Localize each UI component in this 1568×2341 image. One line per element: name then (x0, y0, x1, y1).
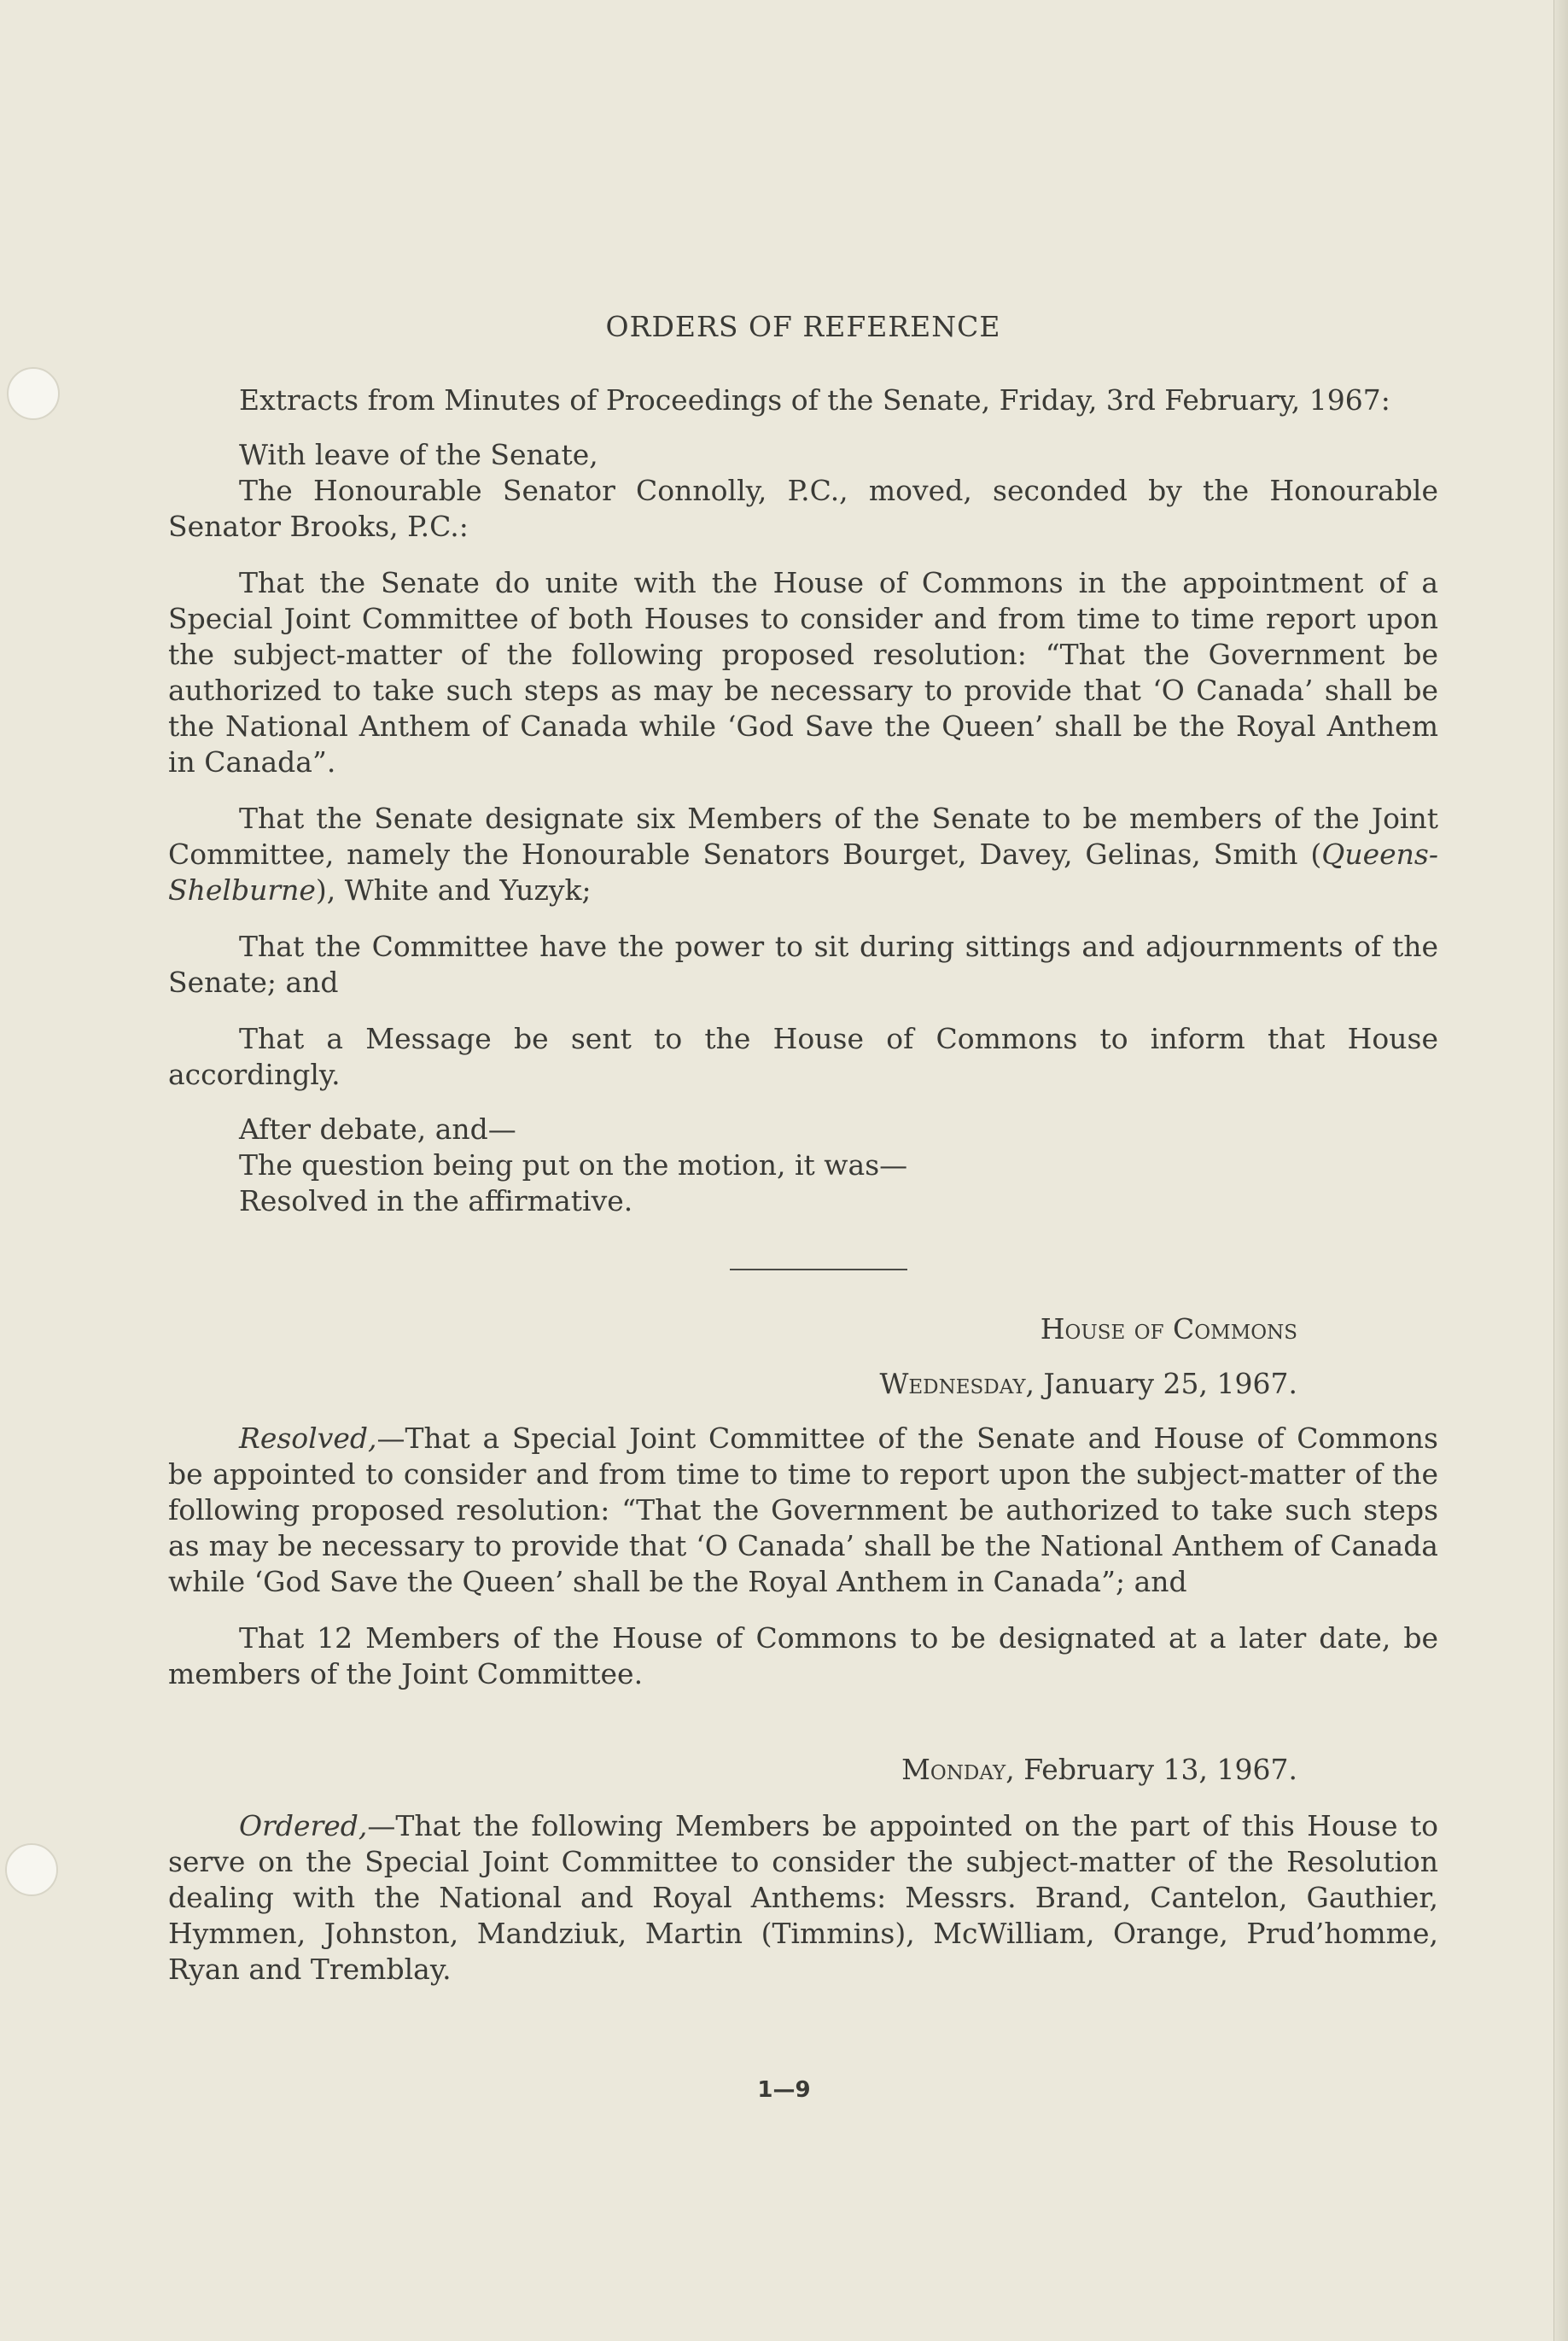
senate-paragraph-2-italic: Queens-Shelburne (168, 838, 1438, 907)
commons-resolved-text: —That a Special Joint Committee of the Senate and House of Commons be appointed to consider and from time to time to report upon the subject-matter of the following proposed resolution: “That the Government be authorized to take such steps as may be necessary to provide that ‘O Canada’ shall be the National Anthem of Canada while ‘God Save the Queen’ shall be the Royal Anthem in Canada”; and (168, 1422, 1438, 1598)
senate-paragraph-1: That the Senate do unite with the House of Commons in the appointment of a Special Joint Committee of both Houses to consider and from time to time report upon the subject-matter of the following proposed resolution: “That the Government be authorized to take such steps as may be necessary to provide that ‘O Canada’ shall be the National Anthem of Canada while ‘God Save the Queen’ shall be the Royal Anthem in Canada”. (168, 566, 1438, 779)
senate-paragraph-3: That the Committee have the power to sit during sittings and adjournments of the Senate; and (168, 930, 1438, 999)
punch-hole-top (7, 367, 60, 420)
senate-resolved: Resolved in the affirmative. (239, 1184, 633, 1217)
senate-question: The question being put on the motion, it was— (239, 1148, 908, 1182)
senate-motion: The Honourable Senator Connolly, P.C., moved, seconded by the Honourable Senator Brooks, P.C.: (168, 474, 1438, 543)
commons-heading: House of Commons (1040, 1312, 1297, 1346)
senate-paragraph-2-start: That the Senate designate six Members of the Senate to be members of the Joint Committee, namely the Honourable Senators Bourget, Davey, Gelinas, Smith ( (168, 802, 1438, 871)
page-edge (1553, 0, 1568, 2341)
commons-resolution (168, 1421, 1438, 1600)
commons-date-2 (168, 1752, 1438, 1788)
page-title: ORDERS OF REFERENCE (605, 310, 1001, 343)
senate-paragraph-4: That a Message be sent to the House of Commons to inform that House accordingly. (168, 1022, 1438, 1091)
commons-date-1-day: Wednesday, (879, 1367, 1035, 1400)
senate-leave: With leave of the Senate, (239, 438, 598, 471)
commons-date-2-rest: February 13, 1967. (1014, 1753, 1297, 1786)
commons-date-2-day: Monday, (901, 1753, 1015, 1786)
senate-intro: Extracts from Minutes of Proceedings of the Senate, Friday, 3rd February, 1967: (239, 383, 1390, 417)
commons-ordered-text: —That the following Members be appointed on the part of this House to serve on the Special Joint Committee to consider the subject-matter of the Resolution dealing with the National and Royal Anthems: Messrs. Brand, Cantelon, Gauthier, Hymmen, Johnston, Mandziuk, Martin (Timmins), McWilliam, Orange, Prud’homme, Ryan and Tremblay. (168, 1809, 1438, 1986)
commons-ordered-label: Ordered, (239, 1809, 368, 1842)
senate-debate: After debate, and— (239, 1112, 516, 1146)
commons-resolved-label: Resolved, (239, 1422, 377, 1455)
commons-members: That 12 Members of the House of Commons to be designated at a later date, be members of the Joint Committee. (168, 1621, 1438, 1690)
commons-order (168, 1808, 1438, 1988)
page-number: 1—9 (757, 2077, 811, 2103)
senate-paragraph-2 (168, 801, 1438, 908)
commons-date-1-rest: January 25, 1967. (1035, 1367, 1297, 1400)
commons-date-1 (168, 1366, 1438, 1402)
document-body (168, 309, 1438, 1988)
punch-hole-bottom (5, 1843, 58, 1896)
section-divider (730, 1269, 907, 1270)
senate-paragraph-2-end: ), White and Yuzyk; (315, 873, 592, 907)
